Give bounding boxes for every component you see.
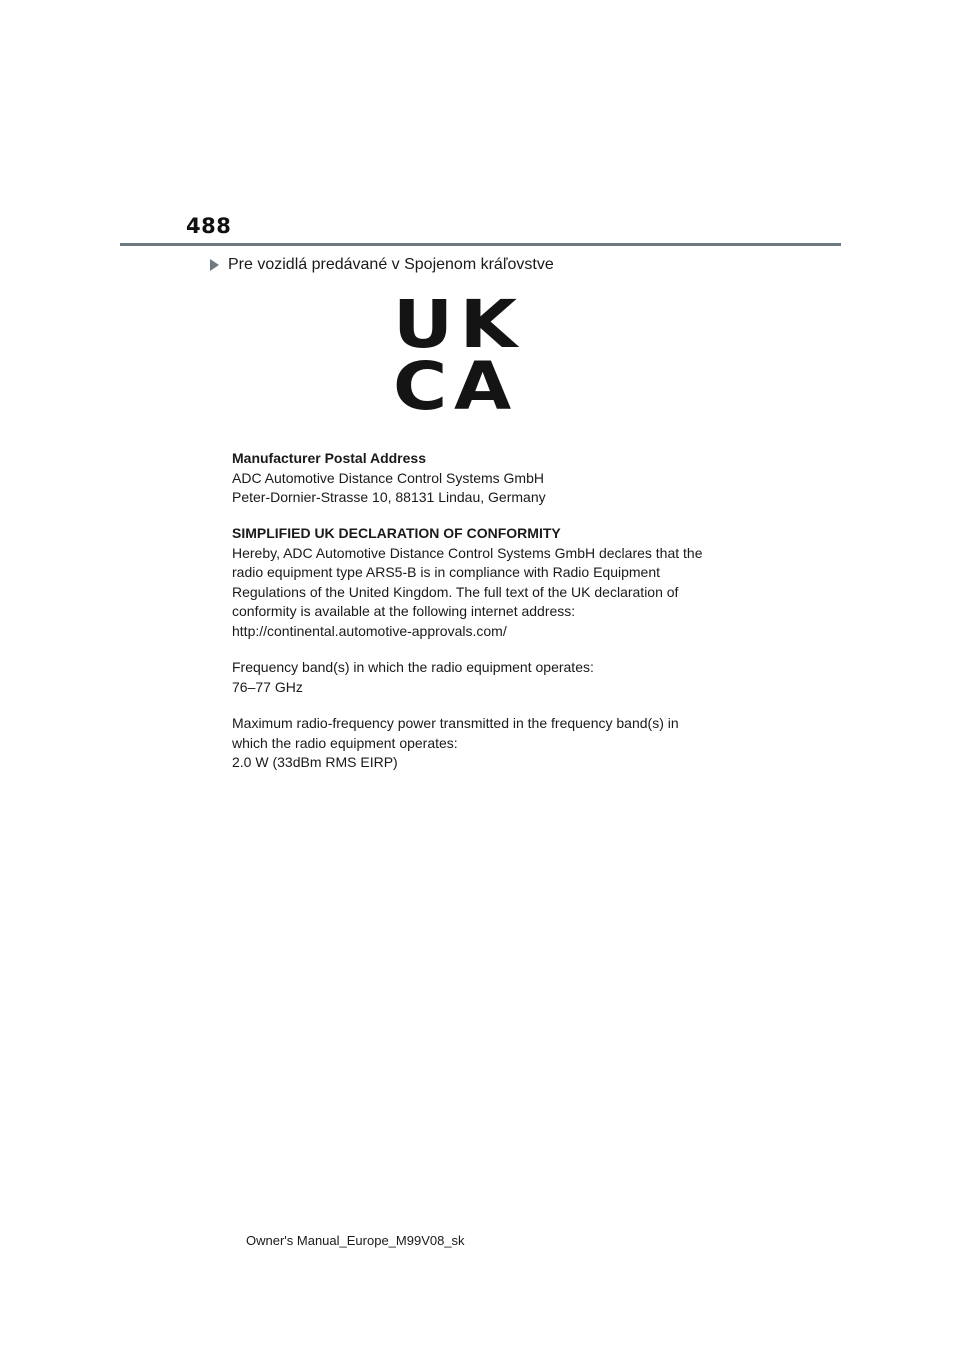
declaration-url: http://continental.automotive-approvals.com/ xyxy=(232,622,507,639)
triangle-bullet-icon xyxy=(210,259,219,271)
declaration-line: Hereby, ADC Automotive Distance Control Systems GmbH declares that the xyxy=(232,544,703,561)
declaration-line: radio equipment type ARS5-B is in compliance with Radio Equipment xyxy=(232,564,661,580)
ukca-mark-logo xyxy=(393,286,531,425)
manufacturer-block xyxy=(232,449,546,508)
ukca-mark-line-2: CA xyxy=(393,348,518,425)
manufacturer-address: Peter-Dornier-Strasse 10, 88131 Lindau, Germany xyxy=(232,489,546,505)
declaration-line: Regulations of the United Kingdom. The full text of the UK declaration of xyxy=(232,583,679,600)
power-line: Maximum radio-frequency power transmitted in the frequency band(s) in xyxy=(232,715,679,731)
manufacturer-title: Manufacturer Postal Address xyxy=(232,450,426,466)
manufacturer-name: ADC Automotive Distance Control Systems GmbH xyxy=(232,469,544,486)
power-value: 2.0 W (33dBm RMS EIRP) xyxy=(232,754,398,770)
frequency-block xyxy=(232,658,594,697)
frequency-line: Frequency band(s) in which the radio equipment operates: xyxy=(232,659,594,675)
frequency-value: 76–77 GHz xyxy=(232,678,303,695)
declaration-block xyxy=(232,524,703,641)
ukca-mark-line-1: UK xyxy=(393,286,524,363)
section-heading xyxy=(210,256,554,274)
power-line: which the radio equipment operates: xyxy=(232,734,458,751)
section-heading-text: Pre vozidlá predávané v Spojenom kráľovstve xyxy=(228,256,554,273)
page-number: 488 xyxy=(186,214,232,238)
footer-text: Owner's Manual_Europe_M99V08_sk xyxy=(246,1233,465,1248)
declaration-line: conformity is available at the following internet address: xyxy=(232,603,576,619)
declaration-title: SIMPLIFIED UK DECLARATION OF CONFORMITY xyxy=(232,525,561,541)
header-rule xyxy=(120,243,841,246)
power-block xyxy=(232,714,679,773)
